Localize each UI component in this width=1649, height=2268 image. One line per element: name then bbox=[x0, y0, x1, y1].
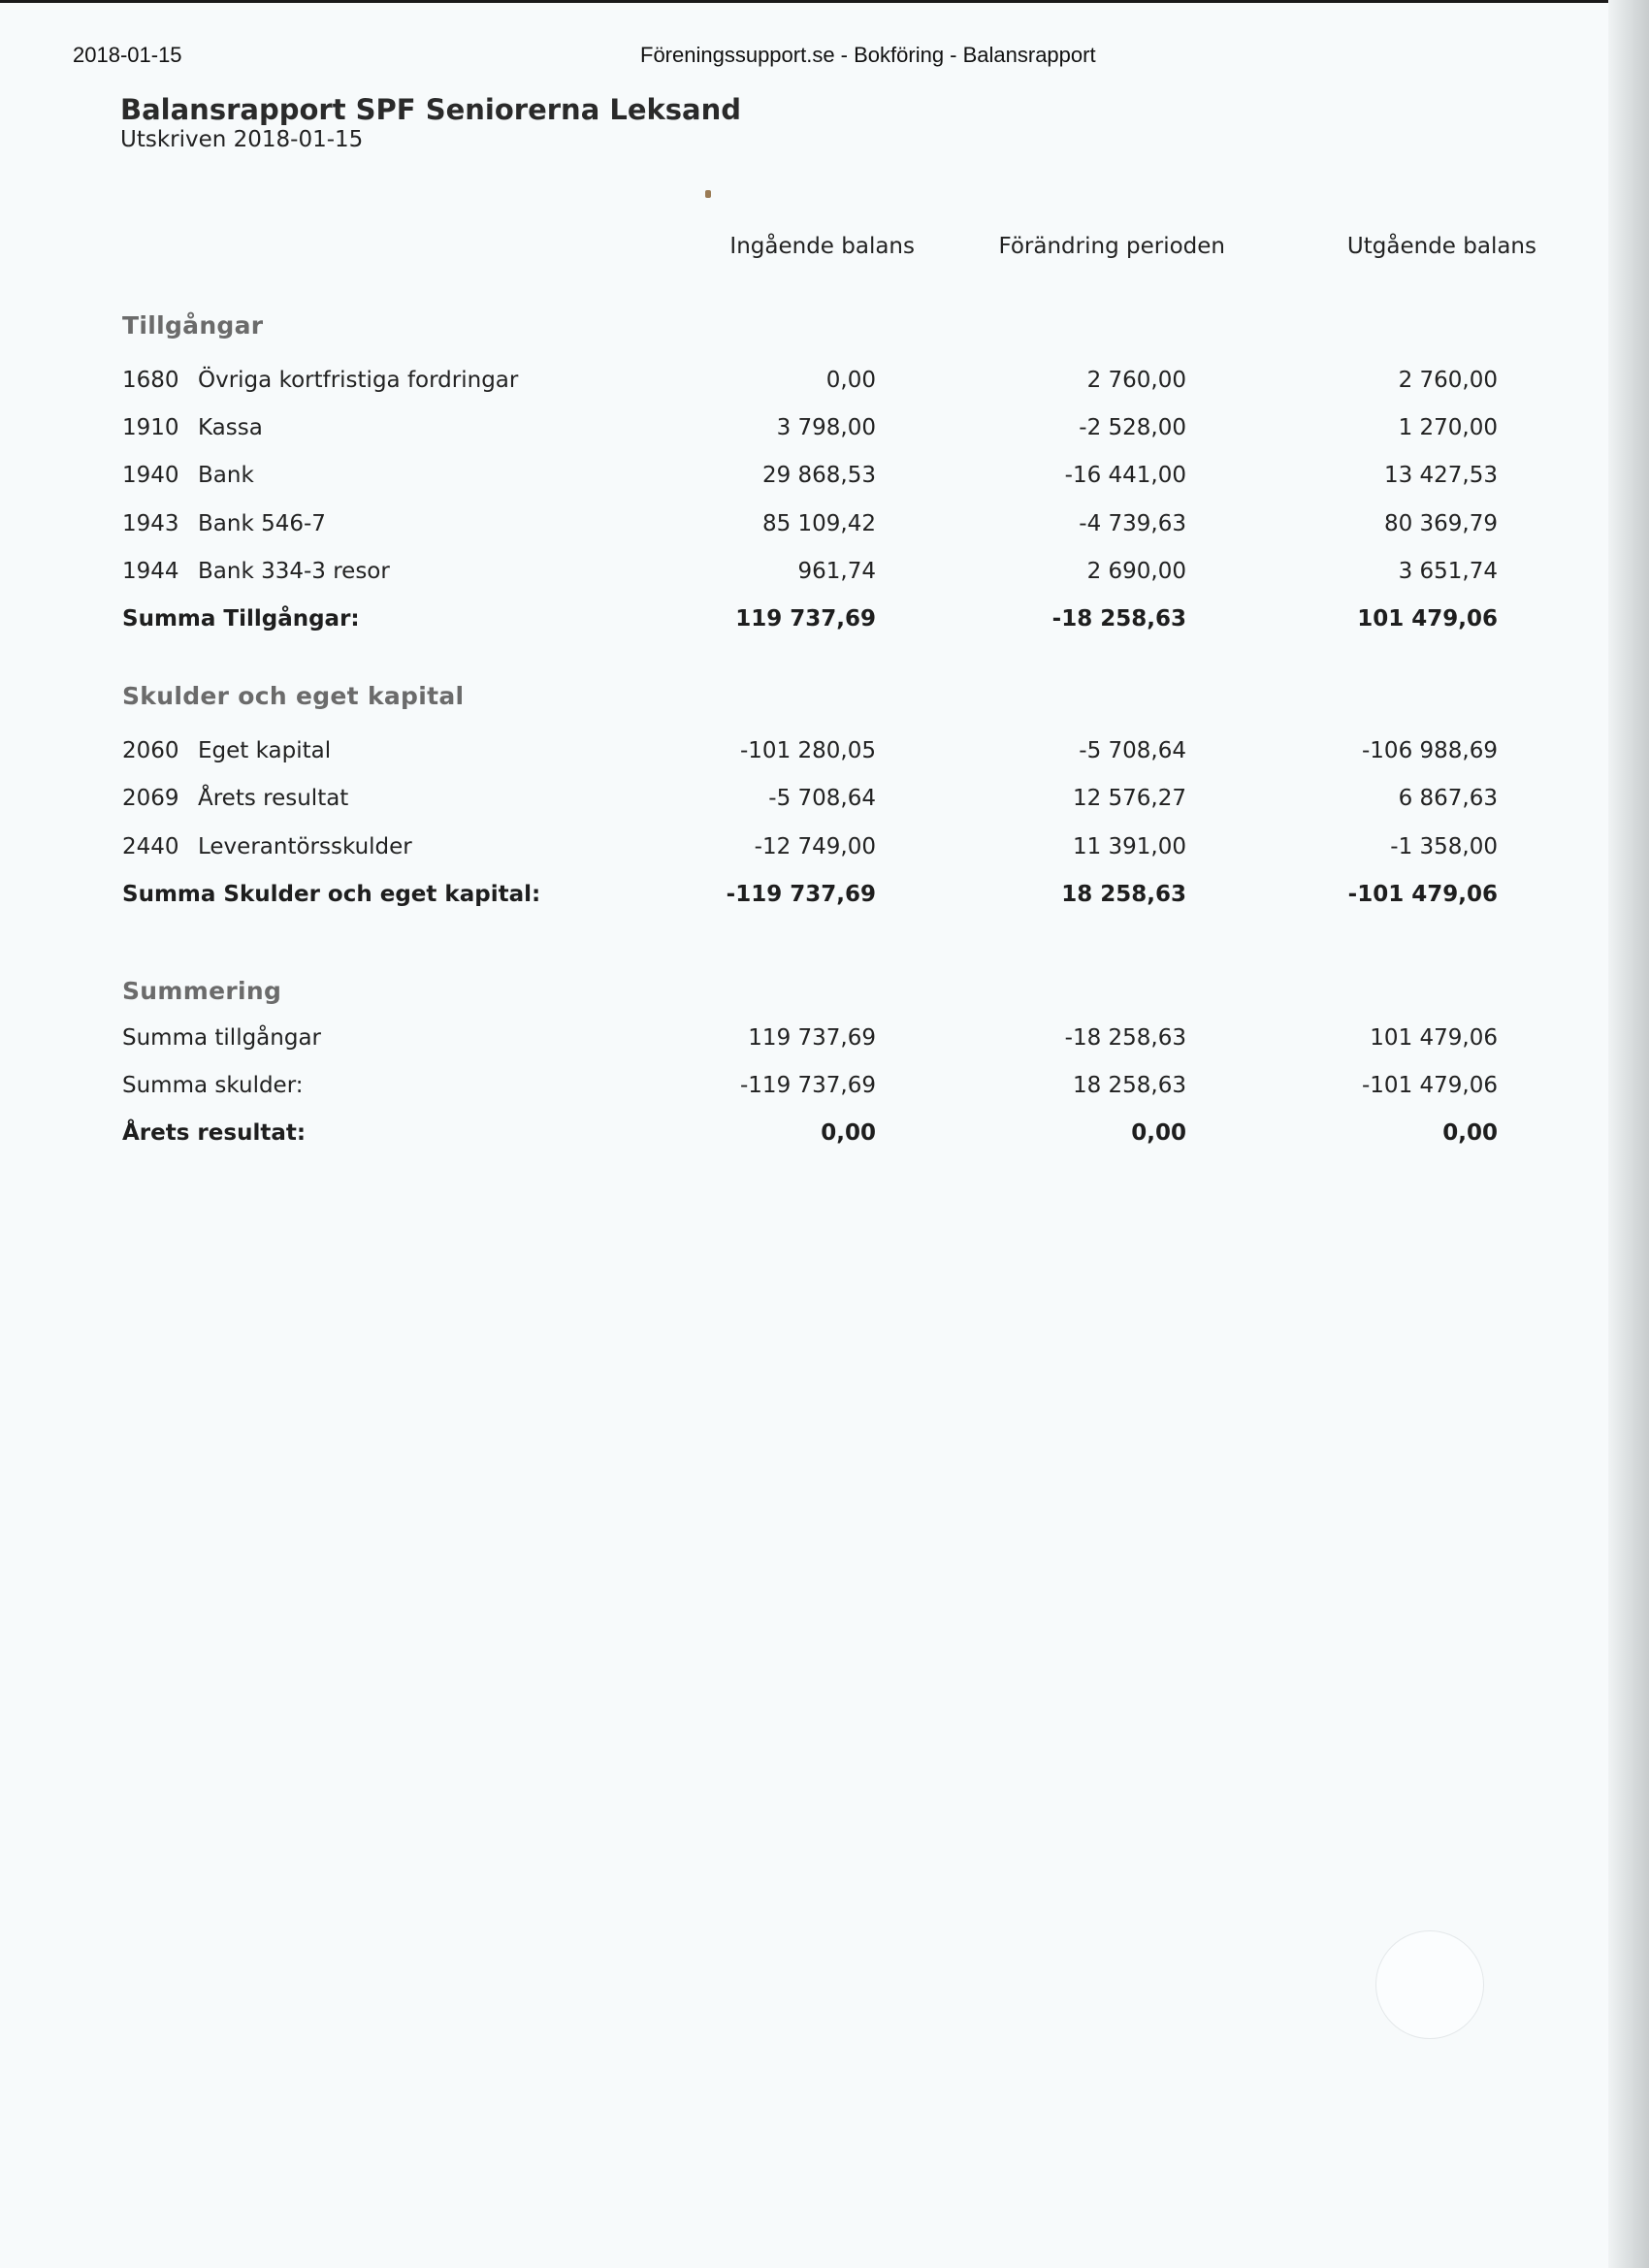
account-code: 2060 bbox=[122, 738, 179, 763]
account-name: Årets resultat bbox=[198, 786, 349, 811]
print-header bbox=[0, 43, 1610, 72]
opening-balance: -5 708,64 bbox=[768, 786, 876, 811]
total-row-assets bbox=[0, 606, 1610, 639]
table-row bbox=[0, 415, 1610, 448]
account-name: Leverantörsskulder bbox=[198, 834, 412, 859]
account-code: 1940 bbox=[122, 463, 179, 488]
table-row bbox=[0, 463, 1610, 496]
account-name: Bank bbox=[198, 463, 254, 488]
report-subtitle: Utskriven 2018-01-15 bbox=[120, 127, 364, 152]
account-name: Övriga kortfristiga fordringar bbox=[198, 368, 519, 393]
account-name: Bank 546-7 bbox=[198, 511, 326, 536]
closing-balance: 80 369,79 bbox=[1383, 511, 1498, 536]
closing-balance: 3 651,74 bbox=[1398, 559, 1498, 584]
opening-balance: 119 737,69 bbox=[748, 1025, 876, 1051]
opening-balance: 119 737,69 bbox=[735, 606, 876, 632]
table-row bbox=[0, 368, 1610, 401]
summary-label: Summa tillgångar bbox=[122, 1025, 322, 1051]
period-change: 18 258,63 bbox=[1072, 1073, 1186, 1098]
account-code: 1680 bbox=[122, 368, 179, 393]
account-code: 1910 bbox=[122, 415, 179, 440]
closing-balance: -101 479,06 bbox=[1362, 1073, 1498, 1098]
opening-balance: -119 737,69 bbox=[726, 882, 876, 907]
closing-balance: 13 427,53 bbox=[1383, 463, 1498, 488]
closing-balance: 0,00 bbox=[1442, 1120, 1498, 1146]
opening-balance: 961,74 bbox=[797, 559, 876, 584]
report-title: Balansrapport SPF Seniorerna Leksand bbox=[120, 93, 742, 126]
section-title-liabilities: Skulder och eget kapital bbox=[122, 682, 465, 710]
column-header-closing-balance: Utgående balans bbox=[1346, 234, 1536, 259]
period-change: -4 739,63 bbox=[1079, 511, 1186, 536]
period-change: 18 258,63 bbox=[1061, 882, 1186, 907]
scan-mark bbox=[1375, 1930, 1484, 2039]
closing-balance: 2 760,00 bbox=[1398, 368, 1498, 393]
table-row bbox=[0, 511, 1610, 544]
total-label: Summa Skulder och eget kapital: bbox=[122, 882, 541, 907]
account-code: 2069 bbox=[122, 786, 179, 811]
print-page-title: Föreningssupport.se - Bokföring - Balansrapport bbox=[640, 43, 1096, 67]
summary-label: Summa skulder: bbox=[122, 1073, 304, 1098]
section-title-assets: Tillgångar bbox=[122, 311, 264, 340]
closing-balance: 1 270,00 bbox=[1398, 415, 1498, 440]
opening-balance: -101 280,05 bbox=[740, 738, 876, 763]
scan-edge-right bbox=[1608, 0, 1649, 2268]
account-code: 1943 bbox=[122, 511, 179, 536]
period-change: -18 258,63 bbox=[1051, 606, 1186, 632]
table-row bbox=[0, 738, 1610, 771]
period-change: -16 441,00 bbox=[1064, 463, 1186, 488]
period-change: -5 708,64 bbox=[1079, 738, 1186, 763]
closing-balance: 101 479,06 bbox=[1370, 1025, 1498, 1051]
opening-balance: -119 737,69 bbox=[740, 1073, 876, 1098]
table-row bbox=[0, 786, 1610, 819]
table-row bbox=[0, 559, 1610, 592]
print-date: 2018-01-15 bbox=[73, 43, 182, 67]
total-label: Årets resultat: bbox=[122, 1120, 307, 1146]
closing-balance: 101 479,06 bbox=[1357, 606, 1498, 632]
closing-balance: 6 867,63 bbox=[1398, 786, 1498, 811]
period-change: 2 760,00 bbox=[1086, 368, 1186, 393]
period-change: 2 690,00 bbox=[1086, 559, 1186, 584]
scan-edge-top bbox=[0, 0, 1610, 3]
section-title-summary: Summering bbox=[122, 977, 282, 1005]
opening-balance: 29 868,53 bbox=[761, 463, 876, 488]
total-label: Summa Tillgångar: bbox=[122, 606, 360, 632]
summary-row bbox=[0, 1073, 1610, 1106]
closing-balance: -101 479,06 bbox=[1347, 882, 1498, 907]
column-header-opening-balance: Ingående balans bbox=[729, 234, 915, 259]
total-row-result bbox=[0, 1120, 1610, 1153]
scan-speck bbox=[705, 190, 711, 198]
opening-balance: -12 749,00 bbox=[754, 834, 876, 859]
period-change: 12 576,27 bbox=[1072, 786, 1186, 811]
opening-balance: 0,00 bbox=[825, 368, 876, 393]
account-name: Eget kapital bbox=[198, 738, 332, 763]
period-change: -2 528,00 bbox=[1079, 415, 1186, 440]
opening-balance: 0,00 bbox=[821, 1120, 876, 1146]
opening-balance: 85 109,42 bbox=[761, 511, 876, 536]
account-code: 1944 bbox=[122, 559, 179, 584]
closing-balance: -106 988,69 bbox=[1362, 738, 1498, 763]
total-row-liabilities bbox=[0, 882, 1610, 915]
column-header-period-change: Förändring perioden bbox=[998, 234, 1225, 259]
table-row bbox=[0, 834, 1610, 867]
closing-balance: -1 358,00 bbox=[1390, 834, 1498, 859]
account-name: Bank 334-3 resor bbox=[198, 559, 390, 584]
period-change: 11 391,00 bbox=[1072, 834, 1186, 859]
account-code: 2440 bbox=[122, 834, 179, 859]
summary-row bbox=[0, 1025, 1610, 1058]
period-change: -18 258,63 bbox=[1064, 1025, 1186, 1051]
period-change: 0,00 bbox=[1131, 1120, 1186, 1146]
opening-balance: 3 798,00 bbox=[776, 415, 876, 440]
account-name: Kassa bbox=[198, 415, 263, 440]
